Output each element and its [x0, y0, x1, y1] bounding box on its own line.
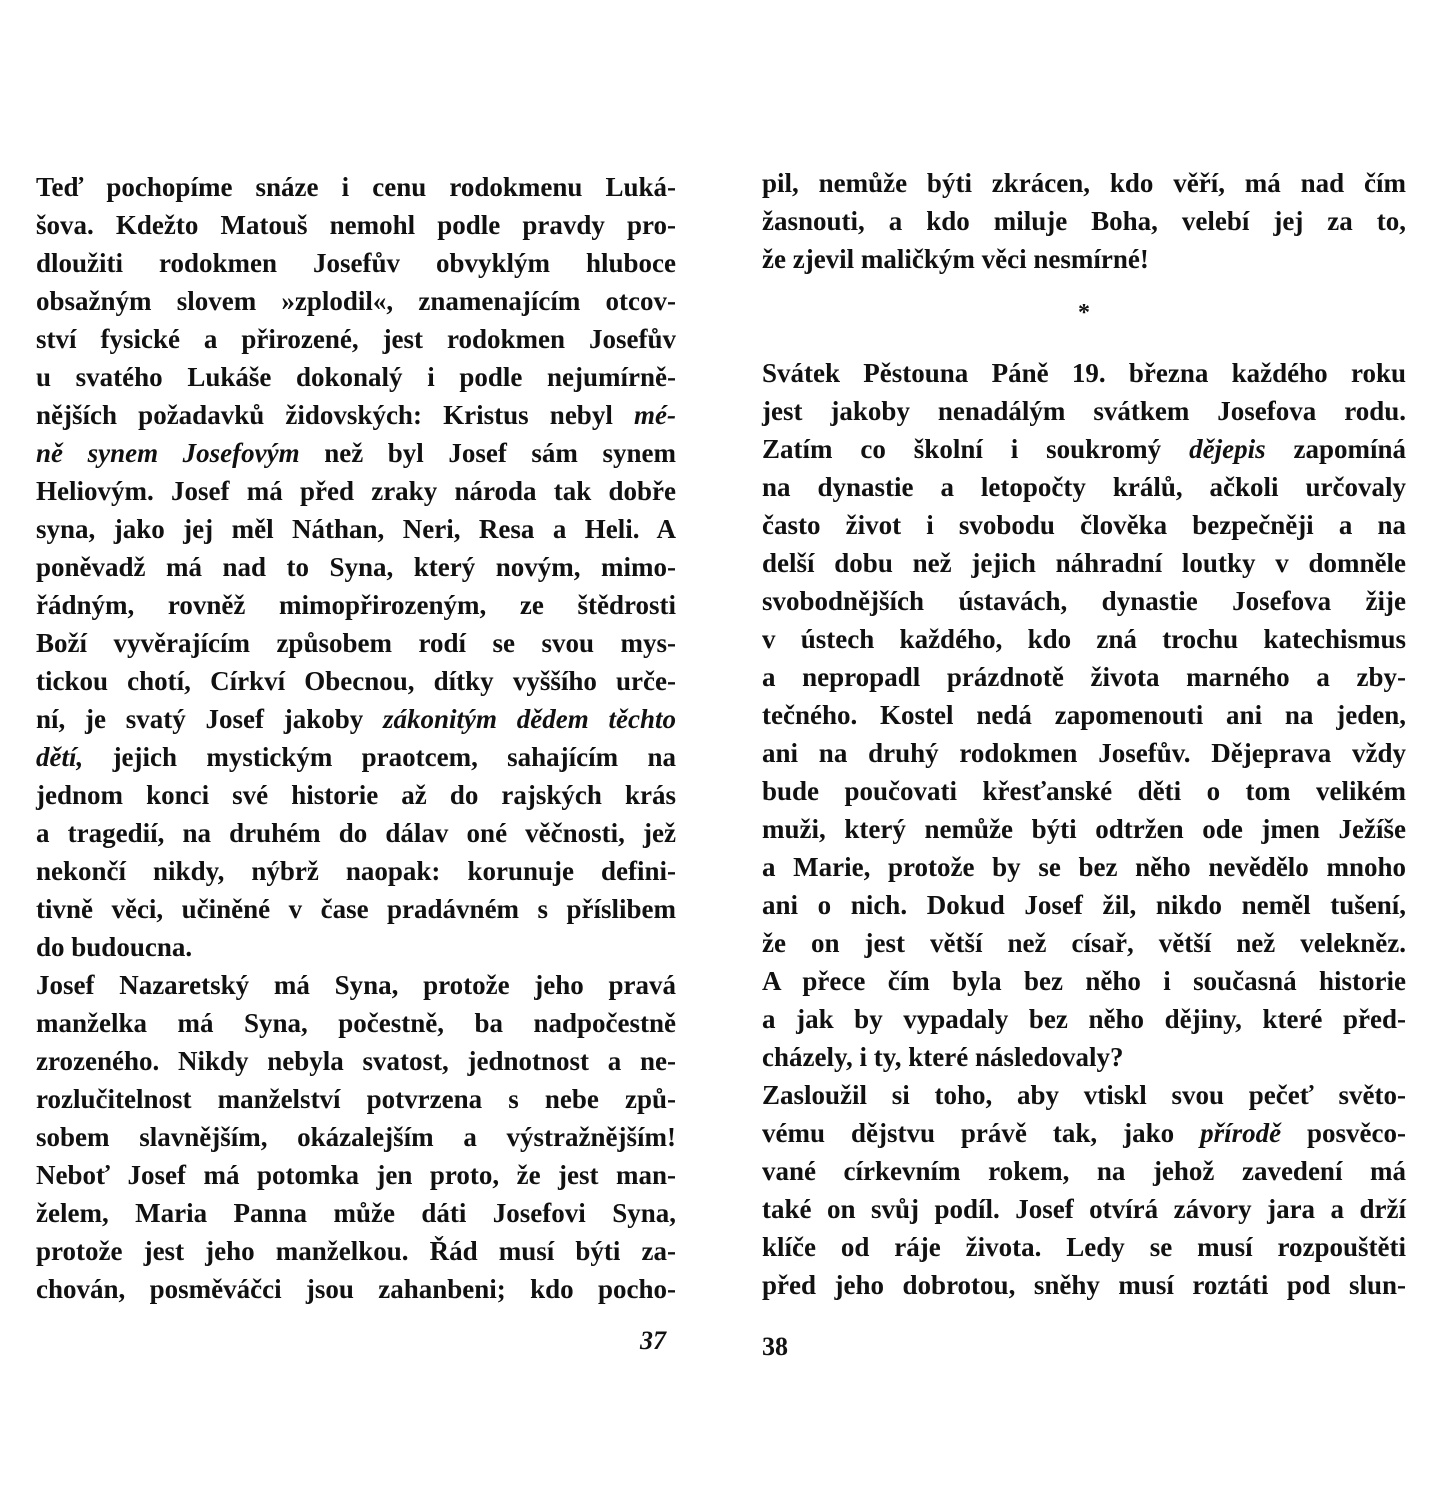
page-number-left: 37: [640, 1326, 666, 1355]
text-line: v ústech každého, kdo zná trochu katechismus: [762, 624, 1406, 654]
text-line: želem, Maria Panna může dáti Josefovi Syna,: [36, 1198, 676, 1228]
text-line: a Marie, protože by se bez něho nevědělo mnoho: [762, 852, 1406, 882]
text-line: obsažným slovem »zplodil«, znamenajícím otcov-: [36, 286, 676, 316]
text-line: cházely, i ty, které následovaly?: [762, 1042, 1124, 1072]
text-line: jest jakoby nenadálým svátkem Josefova rodu.: [762, 396, 1406, 426]
text-line: Neboť Josef má potomka jen proto, že jest man-: [36, 1160, 676, 1190]
text-line: Boží vyvěrajícím způsobem rodí se svou mys-: [36, 628, 676, 658]
text-line: rozlučitelnost manželství potvrzena s nebe způ-: [36, 1084, 676, 1114]
text-line: svobodnějších ústavách, dynastie Josefova žije: [762, 586, 1406, 616]
text-line: ani na druhý rodokmen Josefův. Dějeprava vždy: [762, 738, 1406, 768]
italic-emphasis: ně synem Josefovým: [36, 438, 300, 468]
italic-emphasis: dětí,: [36, 742, 84, 772]
text-line: Zasloužil si toho, aby vtiskl svou pečeť světo-: [762, 1080, 1406, 1110]
section-ornament: *: [1078, 300, 1090, 326]
italic-emphasis: dějepis: [1189, 434, 1266, 464]
text-line: Teď pochopíme snáze i cenu rodokmenu Luká-: [36, 172, 676, 202]
text-line: nekončí nikdy, nýbrž naopak: korunuje defini-: [36, 856, 676, 886]
text-line: klíče od ráje života. Ledy se musí rozpouštěti: [762, 1232, 1406, 1262]
text-line: dětí, jejich mystickým praotcem, sahajícím na: [36, 742, 676, 772]
text-line: muži, který nemůže býti odtržen ode jmen Ježíše: [762, 814, 1406, 844]
text-line: ství fysické a přirozené, jest rodokmen Josefův: [36, 324, 676, 354]
italic-emphasis: přírodě: [1200, 1118, 1282, 1148]
text-line: vané církevním rokem, na jehož zavedení má: [762, 1156, 1406, 1186]
text-line: tečného. Kostel nedá zapomenouti ani na jeden,: [762, 700, 1406, 730]
text-line: že zjevil maličkým věci nesmírné!: [762, 244, 1149, 274]
text-line: a jak by vypadaly bez něho dějiny, které před-: [762, 1004, 1406, 1034]
italic-emphasis: mé-: [634, 400, 676, 430]
text-line: poněvadž má nad to Syna, který novým, mimo-: [36, 552, 676, 582]
text-line: A přece čím byla bez něho i současná historie: [762, 966, 1406, 996]
text-line: u svatého Lukáše dokonalý i podle nejumírně-: [36, 362, 676, 392]
text-line: šova. Kdežto Matouš nemohl podle pravdy pro-: [36, 210, 676, 240]
text-line: a nepropadl prázdnotě života marného a zby-: [762, 662, 1406, 692]
text-line: chován, posměváčci jsou zahanbeni; kdo pocho-: [36, 1274, 676, 1304]
text-line: tickou chotí, Církví Obecnou, dítky vyššího urče-: [36, 666, 676, 696]
text-line: Heliovým. Josef má před zraky národa tak dobře: [36, 476, 676, 506]
text-line: jednom konci své historie až do rajských krás: [36, 780, 676, 810]
text-line: že on jest větší než císař, větší než velekněz.: [762, 928, 1406, 958]
text-line: Svátek Pěstouna Páně 19. března každého roku: [762, 358, 1406, 388]
text-line: delší dobu než jejich náhradní loutky v domněle: [762, 548, 1406, 578]
text-line: dloužiti rodokmen Josefův obvyklým hluboce: [36, 248, 676, 278]
text-line: nějších požadavků židovských: Kristus nebyl mé-: [36, 400, 676, 430]
text-line: protože jest jeho manželkou. Řád musí býti za-: [36, 1236, 676, 1266]
text-line: pil, nemůže býti zkrácen, kdo věří, má nad čím: [762, 168, 1406, 198]
text-line: ně synem Josefovým než byl Josef sám synem: [36, 438, 676, 468]
text-line: také on svůj podíl. Josef otvírá závory jara a drží: [762, 1194, 1406, 1224]
text-line: žasnouti, a kdo miluje Boha, velebí jej za to,: [762, 206, 1406, 236]
text-line: Zatím co školní i soukromý dějepis zapomíná: [762, 434, 1406, 464]
text-line: syna, jako jej měl Náthan, Neri, Resa a Heli. A: [36, 514, 676, 544]
text-line: před jeho dobrotou, sněhy musí roztáti pod slun-: [762, 1270, 1406, 1300]
text-line: manželka má Syna, počestně, ba nadpočestně: [36, 1008, 676, 1038]
text-line: do budoucna.: [36, 932, 193, 962]
text-line: a tragedií, na druhém do dálav oné věčnosti, jež: [36, 818, 676, 848]
text-line: ani o nich. Dokud Josef žil, nikdo neměl tušení,: [762, 890, 1406, 920]
text-line: řádným, rovněž mimopřirozeným, ze štědrosti: [36, 590, 676, 620]
text-line: sobem slavnějším, okázalejším a výstražnějším!: [36, 1122, 676, 1152]
text-line: zrozeného. Nikdy nebyla svatost, jednotnost a ne-: [36, 1046, 676, 1076]
text-line: Josef Nazaretský má Syna, protože jeho pravá: [36, 970, 676, 1000]
text-line: ní, je svatý Josef jakoby zákonitým dědem těchto: [36, 704, 677, 734]
text-line: na dynastie a letopočty králů, ačkoli určovaly: [762, 472, 1406, 502]
text-line: často život i svobodu člověka bezpečněji a na: [762, 510, 1406, 540]
text-line: bude poučovati křesťanské děti o tom velikém: [762, 776, 1406, 806]
italic-emphasis: zákonitým dědem těchto: [383, 704, 677, 734]
text-line: vému dějstvu právě tak, jako přírodě posvěco-: [762, 1118, 1407, 1148]
page-number-right: 38: [762, 1332, 788, 1361]
text-line: tivně věci, učiněné v čase pradávném s příslibem: [36, 894, 676, 924]
